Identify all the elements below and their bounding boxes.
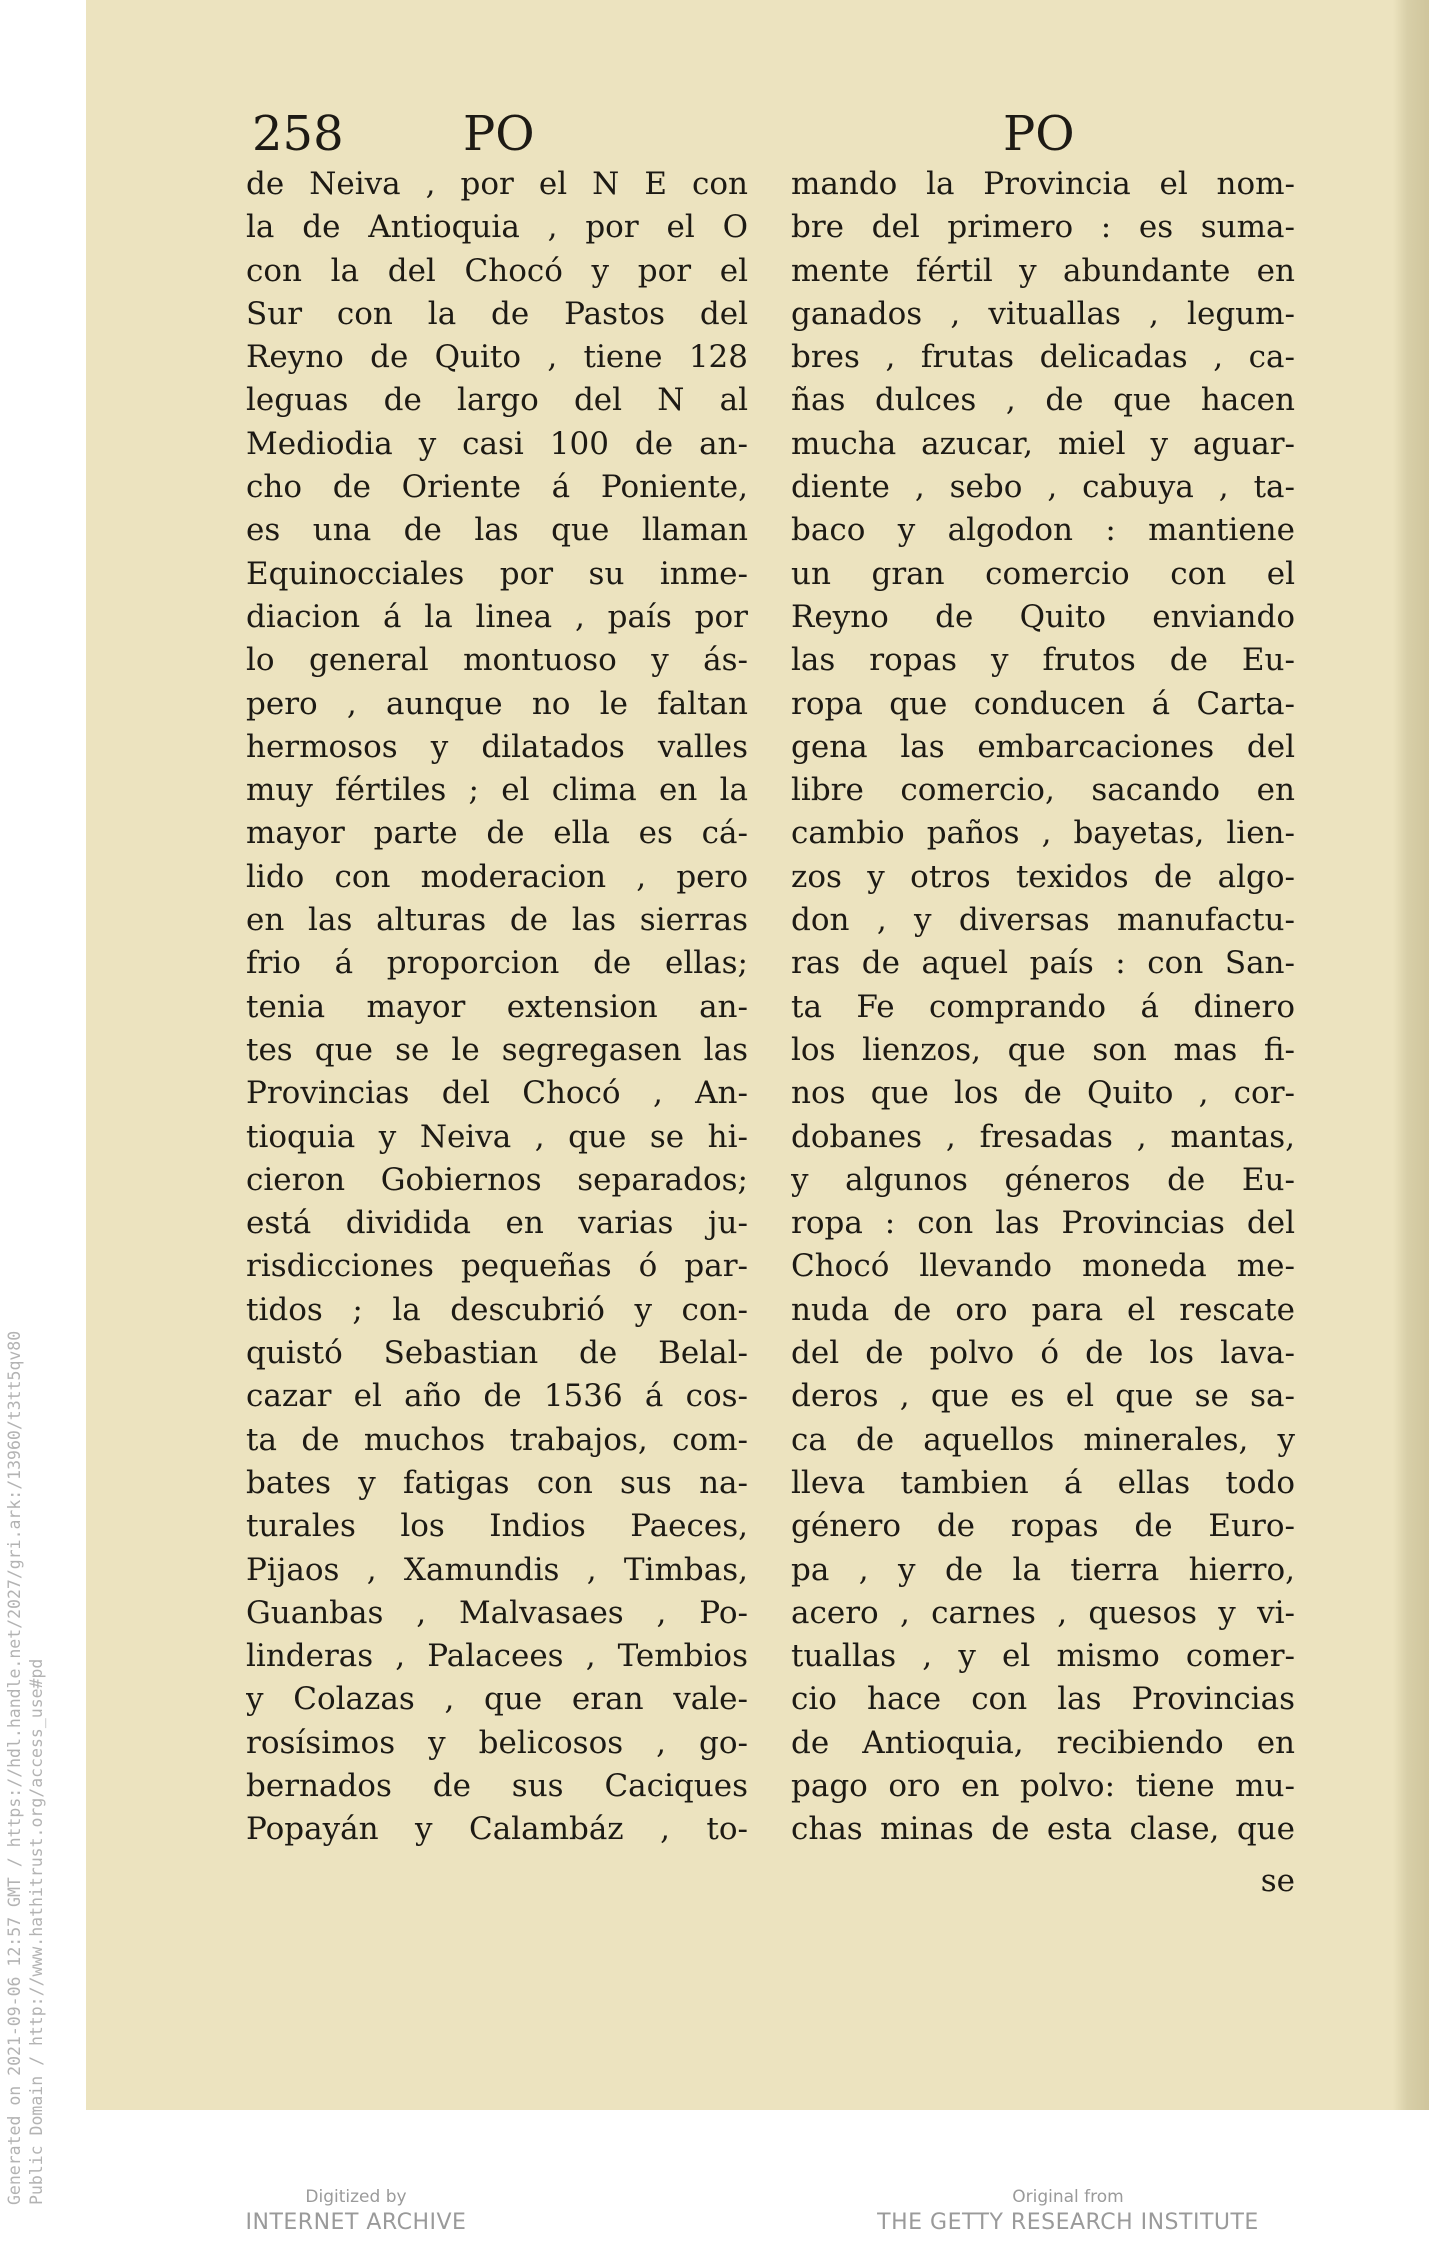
text-line: tioquia y Neiva , que se hi-	[246, 1118, 748, 1155]
text-line: pago oro en polvo: tiene mu-	[791, 1767, 1295, 1804]
text-line: bernados de sus Caciques	[246, 1767, 748, 1804]
stamp-line-public-domain: Public Domain / http://www.hathitrust.org/access_use#pd	[27, 1658, 46, 2205]
text-line: Mediodia y casi 100 de an-	[246, 425, 748, 462]
text-line: tenia mayor extension an-	[246, 988, 748, 1025]
text-line: chas minas de esta clase, que	[791, 1811, 1295, 1848]
text-line: linderas , Palacees , Tembios	[246, 1638, 748, 1675]
getty-institute-label: THE GETTY RESEARCH INSTITUTE	[877, 2210, 1259, 2235]
text-line: de Antioquia, recibiendo en	[791, 1724, 1295, 1761]
text-line: libre comercio, sacando en	[791, 772, 1295, 809]
text-line: lleva tambien á ellas todo	[791, 1464, 1295, 1501]
text-line: las ropas y frutos de Eu-	[791, 642, 1295, 679]
text-line: ta de muchos trabajos, com-	[246, 1421, 748, 1458]
text-line: hermosos y dilatados valles	[246, 728, 748, 765]
text-line: gena las embarcaciones del	[791, 728, 1295, 765]
text-line: mando la Provincia el nom-	[791, 166, 1295, 202]
text-line: mente fértil y abundante en	[791, 252, 1295, 289]
text-line: ñas dulces , de que hacen	[791, 382, 1295, 419]
text-line: ropa : con las Provincias del	[791, 1205, 1295, 1242]
text-line: tidos ; la descubrió y con-	[246, 1291, 748, 1328]
text-line: diacion á la linea , país por	[246, 598, 748, 635]
text-line: turales los Indios Paeces,	[246, 1508, 748, 1545]
text-line: con la del Chocó y por el	[246, 252, 748, 289]
text-line: bates y fatigas con sus na-	[246, 1464, 748, 1501]
text-line: muy fértiles ; el clima en la	[246, 772, 748, 809]
text-line: un gran comercio con el	[791, 555, 1295, 592]
text-line: Popayán y Calambáz , to-	[246, 1811, 748, 1848]
text-line: del de polvo ó de los lava-	[791, 1335, 1295, 1372]
text-line: en las alturas de las sierras	[246, 902, 748, 939]
text-line: Chocó llevando moneda me-	[791, 1248, 1295, 1285]
text-line: género de ropas de Euro-	[791, 1508, 1295, 1545]
text-line: Pijaos , Xamundis , Timbas,	[246, 1551, 748, 1588]
text-line: lo general montuoso y ás-	[246, 642, 748, 679]
text-line: Reyno de Quito enviando	[791, 598, 1295, 635]
text-line: nos que los de Quito , cor-	[791, 1075, 1295, 1112]
text-line: lido con moderacion , pero	[246, 858, 748, 895]
text-line: tuallas , y el mismo comer-	[791, 1638, 1295, 1675]
text-line: frio á proporcion de ellas;	[246, 945, 748, 982]
text-line: pero , aunque no le faltan	[246, 685, 748, 722]
text-line: cho de Oriente á Poniente,	[246, 469, 748, 506]
running-head-left: PO	[463, 106, 535, 162]
text-line: leguas de largo del N al	[246, 382, 748, 419]
text-line: dobanes , fresadas , mantas,	[791, 1118, 1295, 1155]
text-line: ta Fe comprando á dinero	[791, 988, 1295, 1025]
text-line: quistó Sebastian de Belal-	[246, 1335, 748, 1372]
text-line: ganados , vituallas , legum-	[791, 295, 1295, 332]
text-line: es una de las que llaman	[246, 512, 748, 549]
text-line: tes que se le segregasen las	[246, 1031, 748, 1068]
text-line: cazar el año de 1536 á cos-	[246, 1378, 748, 1415]
text-line: bre del primero : es suma-	[791, 209, 1295, 246]
text-line: Reyno de Quito , tiene 128	[246, 339, 748, 376]
text-line: ropa que conducen á Carta-	[791, 685, 1295, 722]
text-line: don , y diversas manufactu-	[791, 902, 1295, 939]
text-line: zos y otros texidos de algo-	[791, 858, 1295, 895]
text-line: rosísimos y belicosos , go-	[246, 1724, 748, 1761]
hathitrust-stamp	[4, 1105, 48, 2205]
running-head-right: PO	[1003, 106, 1075, 162]
text-line: los lienzos, que son mas fi-	[791, 1031, 1295, 1068]
text-line: acero , carnes , quesos y vi-	[791, 1594, 1295, 1631]
digitized-by-credit	[236, 2186, 476, 2238]
text-line: nuda de oro para el rescate	[791, 1291, 1295, 1328]
text-line: cieron Gobiernos separados;	[246, 1161, 748, 1198]
text-line: Provincias del Chocó , An-	[246, 1075, 748, 1112]
text-line: Guanbas , Malvasaes , Po-	[246, 1594, 748, 1631]
text-line: mucha azucar, miel y aguar-	[791, 425, 1295, 462]
text-line: cambio paños , bayetas, lien-	[791, 815, 1295, 852]
original-from-credit	[868, 2186, 1268, 2238]
page-number: 258	[252, 106, 344, 162]
page-edge-shadow	[1393, 0, 1429, 2110]
left-text-column	[246, 163, 748, 1852]
stamp-line-generated: Generated on 2021-09-06 12:57 GMT / https://hdl.handle.net/2027/gri.ark:/13960/t3tt5qv80	[5, 1330, 24, 2205]
text-line: está dividida en varias ju-	[246, 1205, 748, 1242]
text-line: ca de aquellos minerales, y	[791, 1421, 1295, 1458]
text-line: la de Antioquia , por el O	[246, 209, 748, 246]
catchword: se	[1260, 1863, 1295, 1899]
text-line: Equinocciales por su inme-	[246, 555, 748, 592]
text-line: bres , frutas delicadas , ca-	[791, 339, 1295, 376]
text-line: baco y algodon : mantiene	[791, 512, 1295, 549]
text-line: diente , sebo , cabuya , ta-	[791, 469, 1295, 506]
internet-archive-label: INTERNET ARCHIVE	[245, 2210, 467, 2235]
right-text-column	[791, 163, 1295, 1852]
original-from-label: Original from	[1012, 2187, 1124, 2207]
text-line: risdicciones pequeñas ó par-	[246, 1248, 748, 1285]
text-line: cio hace con las Provincias	[791, 1681, 1295, 1718]
text-line: ras de aquel país : con San-	[791, 945, 1295, 982]
text-line: y Colazas , que eran vale-	[246, 1681, 748, 1718]
text-line: y algunos géneros de Eu-	[791, 1161, 1295, 1198]
text-line: pa , y de la tierra hierro,	[791, 1551, 1295, 1588]
digitized-by-label: Digitized by	[305, 2187, 407, 2207]
text-line: Sur con la de Pastos del	[246, 295, 748, 332]
text-line: deros , que es el que se sa-	[791, 1378, 1295, 1415]
text-line: mayor parte de ella es cá-	[246, 815, 748, 852]
text-line: de Neiva , por el N E con	[246, 166, 748, 202]
